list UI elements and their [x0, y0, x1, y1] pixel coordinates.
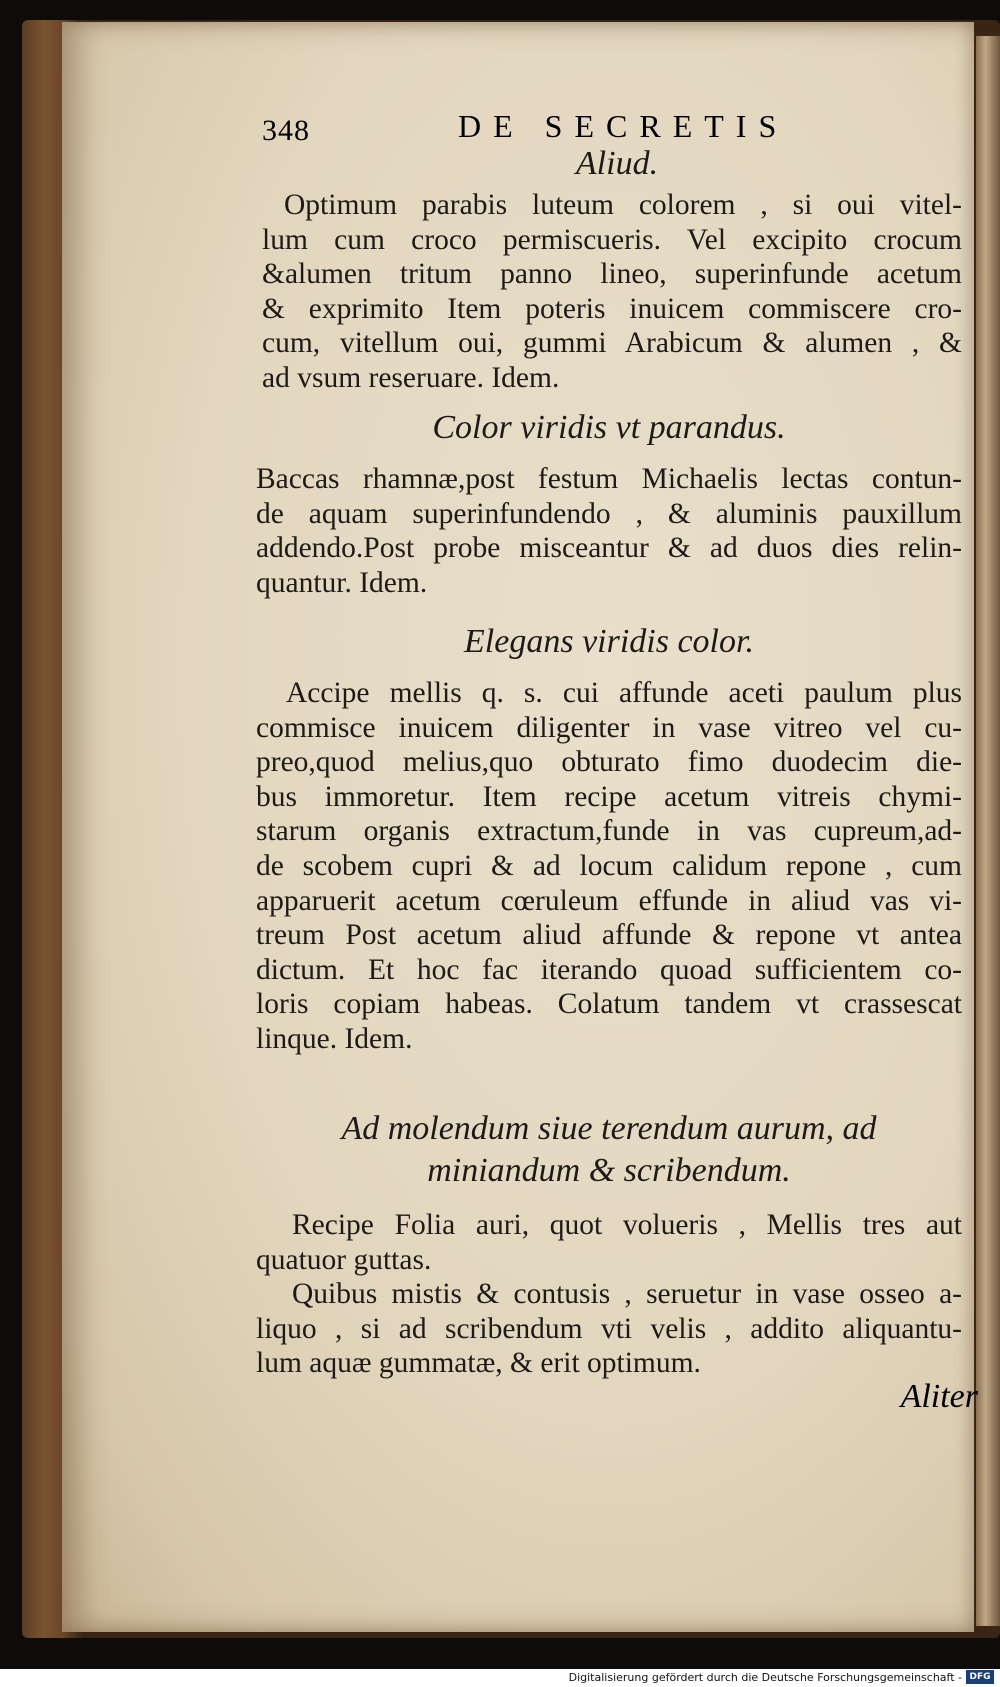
- text-line: Recipe Folia auri, quot volueris , Mellis tres aut: [292, 1209, 962, 1241]
- text-line: treum Post acetum aliud affunde & repone vt antea: [256, 919, 962, 952]
- text-line: Baccas rhamnæ,post festum Michaelis lectas contun-: [256, 463, 962, 495]
- text-line: cum, vitellum oui, gummi Arabicum & alumen , &: [262, 327, 962, 360]
- text-line: quatuor guttas.: [256, 1243, 432, 1276]
- section-color-viridis: [256, 408, 962, 600]
- section-heading: [256, 408, 962, 448]
- text-line: Accipe mellis q. s. cui affunde aceti paulum plus: [286, 677, 962, 709]
- paragraph: [256, 1208, 962, 1381]
- section-heading: [262, 144, 962, 184]
- catchword: Aliter: [900, 1378, 978, 1415]
- heading-line: Ad molendum siue terendum aurum, ad: [341, 1110, 877, 1147]
- text-line: ad vsum reseruare. Idem.: [262, 361, 560, 394]
- text-line: preo,quod melius,quo obturato fimo duodecim die-: [256, 746, 962, 779]
- text-line: loris copiam habeas. Colatum tandem vt crassescat: [256, 988, 962, 1021]
- heading-line: Elegans viridis color.: [464, 623, 754, 660]
- text-line: de aquam superinfundendo , & aluminis pauxillum: [256, 497, 962, 530]
- text-line: liquo , si ad scribendum vti velis , addito aliquantu-: [256, 1312, 962, 1345]
- section-aliud: [262, 144, 962, 396]
- text-line: & exprimito Item poteris inuicem commiscere cro-: [262, 292, 962, 325]
- text-line: addendo.Post probe misceantur & ad duos dies relin-: [256, 532, 962, 565]
- section-elegans-viridis: [256, 622, 962, 1057]
- heading-line: Aliud.: [575, 145, 659, 182]
- text-line: linque. Idem.: [256, 1022, 413, 1055]
- text-line: apparuerit acetum cœruleum effunde in aliud vas vi-: [256, 884, 962, 917]
- text-line: de scobem cupri & ad locum calidum repone , cum: [256, 849, 962, 882]
- text-line: starum organis extractum,funde in vas cupreum,ad-: [256, 815, 962, 848]
- text-line: &alumen tritum panno lineo, superinfunde acetum: [262, 258, 962, 291]
- text-line: dictum. Et hoc fac iterando quoad sufficientem co-: [256, 953, 962, 986]
- section-heading: [256, 622, 962, 662]
- heading-line: Color viridis vt parandus.: [432, 409, 786, 446]
- text-line: lum aquæ gummatæ, & erit optimum.: [256, 1347, 701, 1380]
- text-line: quantur. Idem.: [256, 566, 428, 599]
- footer-credit: Digitalisierung gefördert durch die Deutsche Forschungsgemeinschaft -: [568, 1671, 962, 1684]
- section-ad-molendum: [256, 1108, 962, 1381]
- dfg-logo-icon: DFG: [966, 1670, 994, 1684]
- text-line: Optimum parabis luteum colorem , si oui vitel-: [284, 189, 962, 221]
- page-edges: [976, 36, 1000, 1626]
- text-line: commisce inuicem diligenter in vase vitreo vel cu-: [256, 711, 962, 744]
- paragraph: [262, 188, 962, 396]
- paragraph: [256, 676, 962, 1057]
- paragraph: [256, 462, 962, 600]
- text-line: lum cum croco permiscueris. Vel excipito crocum: [262, 223, 962, 256]
- text-line: bus immoretur. Item recipe acetum vitreis chymi-: [256, 780, 962, 813]
- text-line: Quibus mistis & contusis , seruetur in vase osseo a-: [292, 1278, 962, 1311]
- heading-line: miniandum & scribendum.: [427, 1152, 791, 1189]
- section-heading: [256, 1108, 962, 1192]
- page-number: 348: [262, 114, 310, 147]
- running-head-title: DE SECRETIS: [458, 108, 789, 144]
